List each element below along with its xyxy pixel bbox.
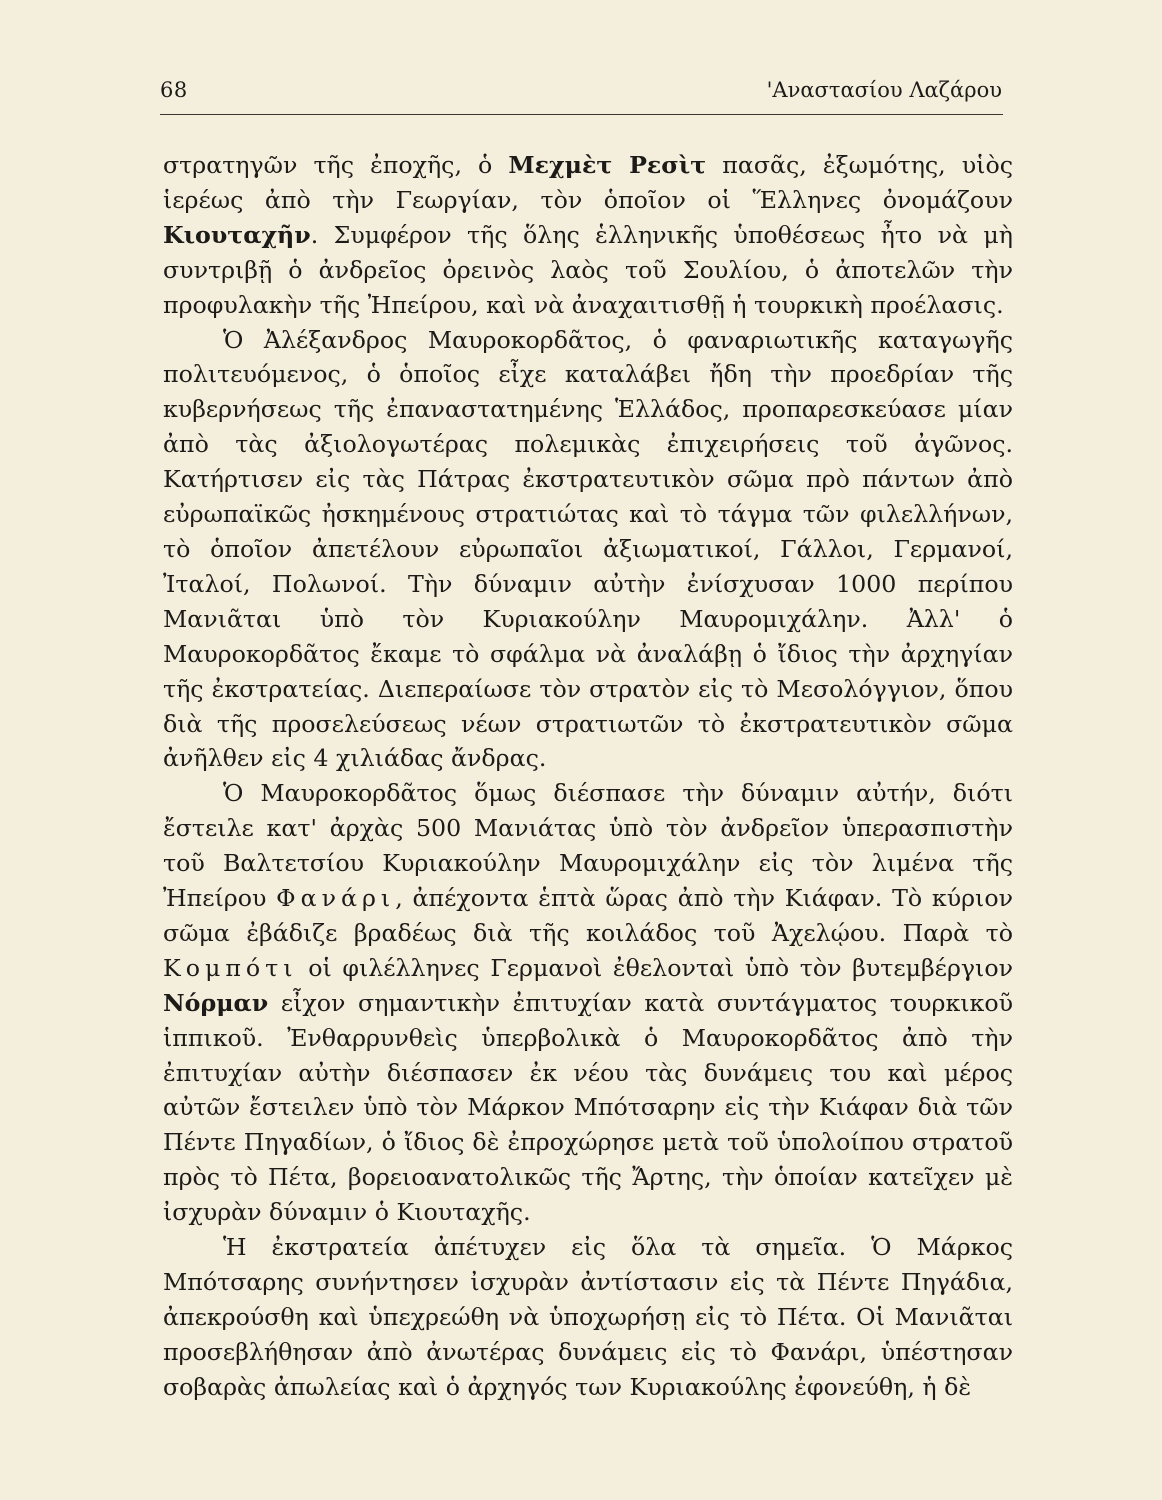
name-mehmet-resit: Μεχμὲτ Ρεσὶτ <box>508 151 707 179</box>
name-kioutachis: Κιουταχῆν <box>163 220 311 249</box>
place-kompoti: Κομπότι <box>163 953 298 982</box>
paragraph <box>163 323 1013 777</box>
paragraph <box>163 148 1013 323</box>
text-segment: Ὁ Μαυροκορδᾶτος ὅμως διέσπασε τὴν δύναμιν αὐτήν, διότι ἔστειλε κατ' ἀρχὰς 500 Μανιάτας ὑπὸ τὸν ἀνδρεῖον ὑπερασπιστὴν τοῦ Βαλτετσίου Κυριακούλην Μαυρομιχάλην εἰς τὸν λιμένα τῆς Ἠπείρου <box>163 779 1013 913</box>
paragraph <box>163 1230 1013 1405</box>
text-segment: εἶχον σημαντικὴν ἐπιτυχίαν κατὰ συντάγματος τουρκικοῦ ἱππικοῦ. Ἐνθαρρυνθεὶς ὑπερβολικὰ ὁ Μαυροκορδᾶτος ἀπὸ τὴν ἐπιτυχίαν αὐτὴν διέσπασεν ἐκ νέου τὰς δυνάμεις του καὶ μέρος αὐτῶν ἔστειλεν ὑπὸ τὸν Μάρκον Μπότσαρην εἰς τὴν Κιάφαν διὰ τῶν Πέντε Πηγαδίων, ὁ ἴδιος δὲ ἐπροχώρησε μετὰ τοῦ ὑπολοίπου στρατοῦ πρὸς τὸ Πέτα, βορειοανατολικῶς τῆς Ἄρτης, τὴν ὁποίαν κατεῖχεν μὲ ἰσχυρὰν δύναμιν ὁ Κιουταχῆς. <box>163 988 1013 1227</box>
running-head: 'Αναστασίου Λαζάρου <box>766 78 1002 102</box>
body-text <box>163 148 1013 1405</box>
paragraph <box>163 776 1013 1230</box>
text-segment: Ἡ ἐκστρατεία ἀπέτυχεν εἰς ὅλα τὰ σημεῖα. Ὁ Μάρκος Μπότσαρης συνήντησεν ἰσχυρὰν ἀντίστασιν εἰς τὰ Πέντε Πηγάδια, ἀπεκρούσθη καὶ ὑπεχρεώθη νὰ ὑποχωρήσῃ εἰς τὸ Πέτα. Οἱ Μανιᾶται προσεβλήθησαν ἀπὸ ἀνωτέρας δυνάμεις εἰς τὸ Φανάρι, ὑπέστησαν σοβαρὰς ἀπωλείας καὶ ὁ ἀρχηγός των Κυριακούλης ἐφονεύθη, ἡ δὲ <box>163 1233 1013 1401</box>
text-segment: οἱ φιλέλληνες Γερμανοὶ ἐθελονταὶ ὑπὸ τὸν βυτεμβέργιον <box>297 953 1013 982</box>
text-segment: πασᾶς, ἐξωμότης, υἱὸς ἱερέως ἀπὸ τὴν Γεωργίαν, τὸν ὁποῖον οἱ Ἕλληνες ὀνομάζουν <box>163 151 1014 214</box>
text-segment: , ἀπέχοντα ἑπτὰ ὥρας ἀπὸ τὴν Κιάφαν. Τὸ κύριον σῶμα ἐβάδιζε βραδέως διὰ τῆς κοιλάδος τοῦ Ἀχελῴου. Παρὰ τὸ <box>163 884 1013 947</box>
place-fanari: Φανάρι <box>276 884 396 913</box>
page-number: 68 <box>160 78 188 102</box>
text-segment: Ὁ Ἀλέξανδρος Μαυροκορδᾶτος, ὁ φαναριωτικῆς καταγωγῆς πολιτευόμενος, ὁ ὁποῖος εἶχε καταλάβει ἤδη τὴν προεδρίαν τῆς κυβερνήσεως τῆς ἐπαναστατημένης Ἑλλάδος, προπαρεσκεύασε μίαν ἀπὸ τὰς ἀξιολογωτέρας πολεμικὰς ἐπιχειρήσεις τοῦ ἀγῶνος. Κατήρτισεν εἰς τὰς Πάτρας ἐκστρατευτικὸν σῶμα πρὸ πάντων ἀπὸ εὐρωπαϊκῶς ἠσκημένους στρατιώτας καὶ τὸ τάγμα τῶν φιλελλήνων, τὸ ὁποῖον ἀπετέλουν εὐρωπαῖοι ἀξιωματικοί, Γάλλοι, Γερμανοί, Ἰταλοί, Πολωνοί. Τὴν δύναμιν αὐτὴν ἐνίσχυσαν 1000 περίπου Μανιᾶται ὑπὸ τὸν Κυριακούλην Μαυρομιχάλην. Ἀλλ' ὁ Μαυροκορδᾶτος ἔκαμε τὸ σφάλμα νὰ ἀναλάβῃ ὁ ἴδιος τὴν ἀρχηγίαν τῆς ἐκστρατείας. Διεπεραίωσε τὸν στρατὸν εἰς τὸ Μεσολόγγιον, ὅπου διὰ τῆς προσελεύσεως νέων στρατιωτῶν τὸ ἐκστρατευτικὸν σῶμα ἀνῆλθεν εἰς 4 χιλιάδας ἄνδρας. <box>163 325 1013 773</box>
text-segment: . Συμφέρον τῆς ὅλης ἑλληνικῆς ὑποθέσεως ἦτο νὰ μὴ συντριβῇ ὁ ἀνδρεῖος ὀρεινὸς λαὸς τοῦ Σουλίου, ὁ ἀποτελῶν τὴν προφυλακὴν τῆς Ἠπείρου, καὶ νὰ ἀναχαιτισθῇ ἡ τουρκικὴ προέλασις. <box>163 220 1013 319</box>
text-segment: στρατηγῶν τῆς ἐποχῆς, ὁ <box>163 151 509 179</box>
header-rule <box>160 114 1003 115</box>
name-norman: Νόρμαν <box>163 988 269 1017</box>
page-header <box>160 78 1010 118</box>
